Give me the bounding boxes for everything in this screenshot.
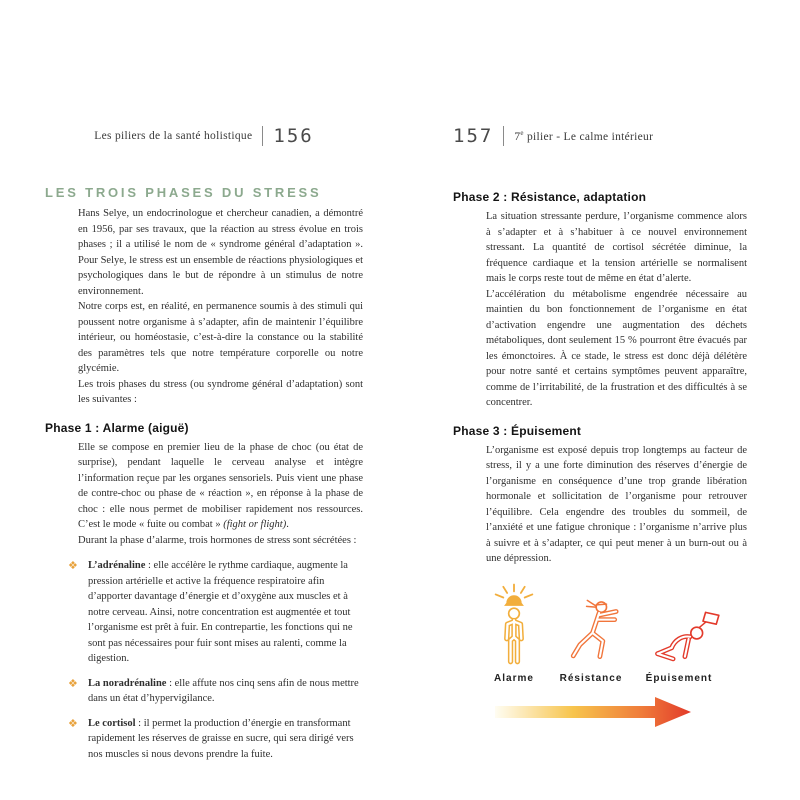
- chapter-ordinal: e: [520, 129, 524, 138]
- figure-head: [691, 627, 703, 639]
- phase-1-heading: Phase 1 : Alarme (aiguë): [45, 420, 189, 435]
- list-item: [68, 716, 363, 763]
- hormone-list: [45, 558, 363, 762]
- phase-3-heading: Phase 3 : Épuisement: [453, 423, 582, 438]
- intro-paragraph-1: Hans Selye, un endocrinologue et chercheur canadien, a démontré en 1956, par ses travaux, que la réaction au stress évolue en trois phases ; il a utilisé le nom de « syndrome général d’adaptation ». Pour Selye, le stress est un ensemble de réactions physiologiques et psychologiques dans le but de répondre à un stimulus de notre environnement.: [78, 208, 363, 297]
- hormone-term: Le cortisol: [88, 717, 136, 729]
- hormone-desc: : elle affute nos cinq sens afin de nous mettre dans un état d’hypervigilance.: [88, 677, 359, 704]
- gradient-arrow-shape: [495, 697, 691, 727]
- fleuron-bullet-icon: ❖: [68, 559, 78, 572]
- list-item: [68, 558, 363, 667]
- left-page: [45, 124, 363, 762]
- right-page: [453, 124, 747, 730]
- white-flag-icon: [703, 612, 719, 624]
- running-header-title: Les piliers de la santé holistique: [94, 130, 253, 142]
- figure-head: [509, 608, 520, 619]
- phase-1-body: [45, 440, 363, 549]
- page-number-left: 156: [273, 125, 314, 147]
- stage-label: Résistance: [559, 672, 623, 684]
- header-divider: [262, 126, 263, 146]
- phase-1-paragraph-2: Durant la phase d’alarme, trois hormones de stress sont sécrétées :: [78, 534, 357, 546]
- alarm-person-figure: [483, 583, 545, 667]
- phase-2-paragraph-1: La situation stressante perdure, l’organisme commence alors à s’adapter et à s’habituer à ce nouvel environnement stressant. La quantité de cortisol sécrétée diminue, la fréquence cardiaque et la tension artérielle se normalisent mais le corps reste tout de même en état d’alerte.: [486, 211, 747, 284]
- fleuron-bullet-icon: ❖: [68, 676, 78, 690]
- stage-label: Alarme: [494, 672, 534, 684]
- intro-paragraph-2: Notre corps est, en réalité, en permanence soumis à des stimuli qui poussent notre organisme à s’adapter, afin de maintenir l’équilibre intérieur, ou homéostasie, c’est-à-dire la constance ou la stabilité des paramètres tels que notre température corporelle ou notre glycémie.: [78, 301, 363, 374]
- list-item-text: [88, 558, 363, 667]
- phase-1-text: Elle se compose en premier lieu de la phase de choc (ou état de surprise), pendant laquelle le cerveau analyse et intègre l’information reçue par les organes sensoriels. Puis vient une phase de contre-choc ou phase de « réaction », en réponse à la phase de choc : elle nous permet de mobiliser rapidement nos ressources. C’est le mode « fuite ou combat »: [78, 441, 363, 530]
- page-number-right: 157: [453, 125, 494, 147]
- intro-paragraph-3: Les trois phases du stress (ou syndrome général d’adaptation) sont les suivantes :: [78, 378, 363, 405]
- running-header-right: [453, 124, 747, 148]
- phase-1-text-end: .: [286, 519, 289, 530]
- phase-2-body: [453, 209, 747, 411]
- hormone-desc: : elle accélère le rythme cardiaque, augmente la pression artérielle et active la fréquence respiratoire afin d’apporter davantage d’énergie et d’oxygène aux muscles et à notre cerveau. Ainsi, notre concentration est augmentée et tout l’organisme est prêt à fuir. En contrepartie, les fonctions qui ne sont pas nécessaires pour fuir sont mises au ralenti, comme la digestion.: [88, 560, 353, 664]
- diagram-stages: [483, 583, 721, 684]
- list-item: [68, 676, 363, 707]
- chapter-number: 7: [514, 130, 521, 143]
- running-header-left: [45, 124, 363, 148]
- hormone-desc: : il permet la production d’énergie en transformant rapidement les réserves de graisse en sucre, qui sera dirigé vers nos muscles si nous devons prendre la fuite.: [88, 717, 354, 760]
- stress-phases-diagram: [483, 583, 721, 730]
- intro-text: [45, 206, 363, 408]
- hormone-term: L’adrénaline: [88, 560, 146, 571]
- hormone-term: La noradrénaline: [88, 677, 167, 689]
- fight-or-flight-italic: (fight or flight): [223, 519, 287, 530]
- list-item-text: [88, 676, 363, 707]
- fighting-person-figure: [557, 593, 625, 667]
- chapter-title: pilier - Le calme intérieur: [523, 130, 654, 143]
- fleuron-bullet-icon: ❖: [68, 716, 78, 730]
- section-title: LES TROIS PHASES DU STRESS: [45, 185, 322, 200]
- phase-2-paragraph-2: L’accélération du métabolisme engendrée nécessaire au maintien du bon fonctionnement de l’organisme en état d’activation engendre une augmentation des déchets métaboliques, dont seulement 15 % pourront être évacués par les émonctoires. À ce stade, le stress est donc déjà délétère pour notre santé et certains symptômes peuvent apparaître, comme de l’irritabilité, de la frustration et des difficultés à se concentrer.: [486, 288, 747, 408]
- stage-alarme: [483, 583, 545, 684]
- stage-label: Épuisement: [645, 672, 713, 684]
- phase-3-body: [453, 443, 747, 567]
- running-header-chapter: [514, 129, 653, 143]
- list-item-text: [88, 716, 363, 763]
- stress-progression-arrow: [495, 694, 721, 730]
- alarm-bell-icon: [504, 595, 524, 606]
- stage-epuisement: [637, 605, 721, 684]
- phase-2-heading: Phase 2 : Résistance, adaptation: [453, 190, 647, 204]
- figure-head: [596, 601, 606, 611]
- header-divider: [503, 126, 504, 146]
- stage-resistance: [557, 593, 625, 684]
- phase-1-paragraph-1: [78, 440, 363, 533]
- crawling-person-figure: [637, 605, 721, 667]
- phase-3-paragraph-1: L’organisme est exposé depuis trop longtemps au facteur de stress, il y a une forte diminution des réserves d’énergie de l’organisme en conséquence d’une trop grande libération hormonale et sollicitation de l’organisme pour retrouver l’équilibre. Cela engendre des troubles du sommeil, de l’anxiété et une fatigue chronique : l’organisme n’arrive plus à suivre et à s’adapter, ce qui peut mener à un burn-out ou à une dépression.: [486, 444, 747, 564]
